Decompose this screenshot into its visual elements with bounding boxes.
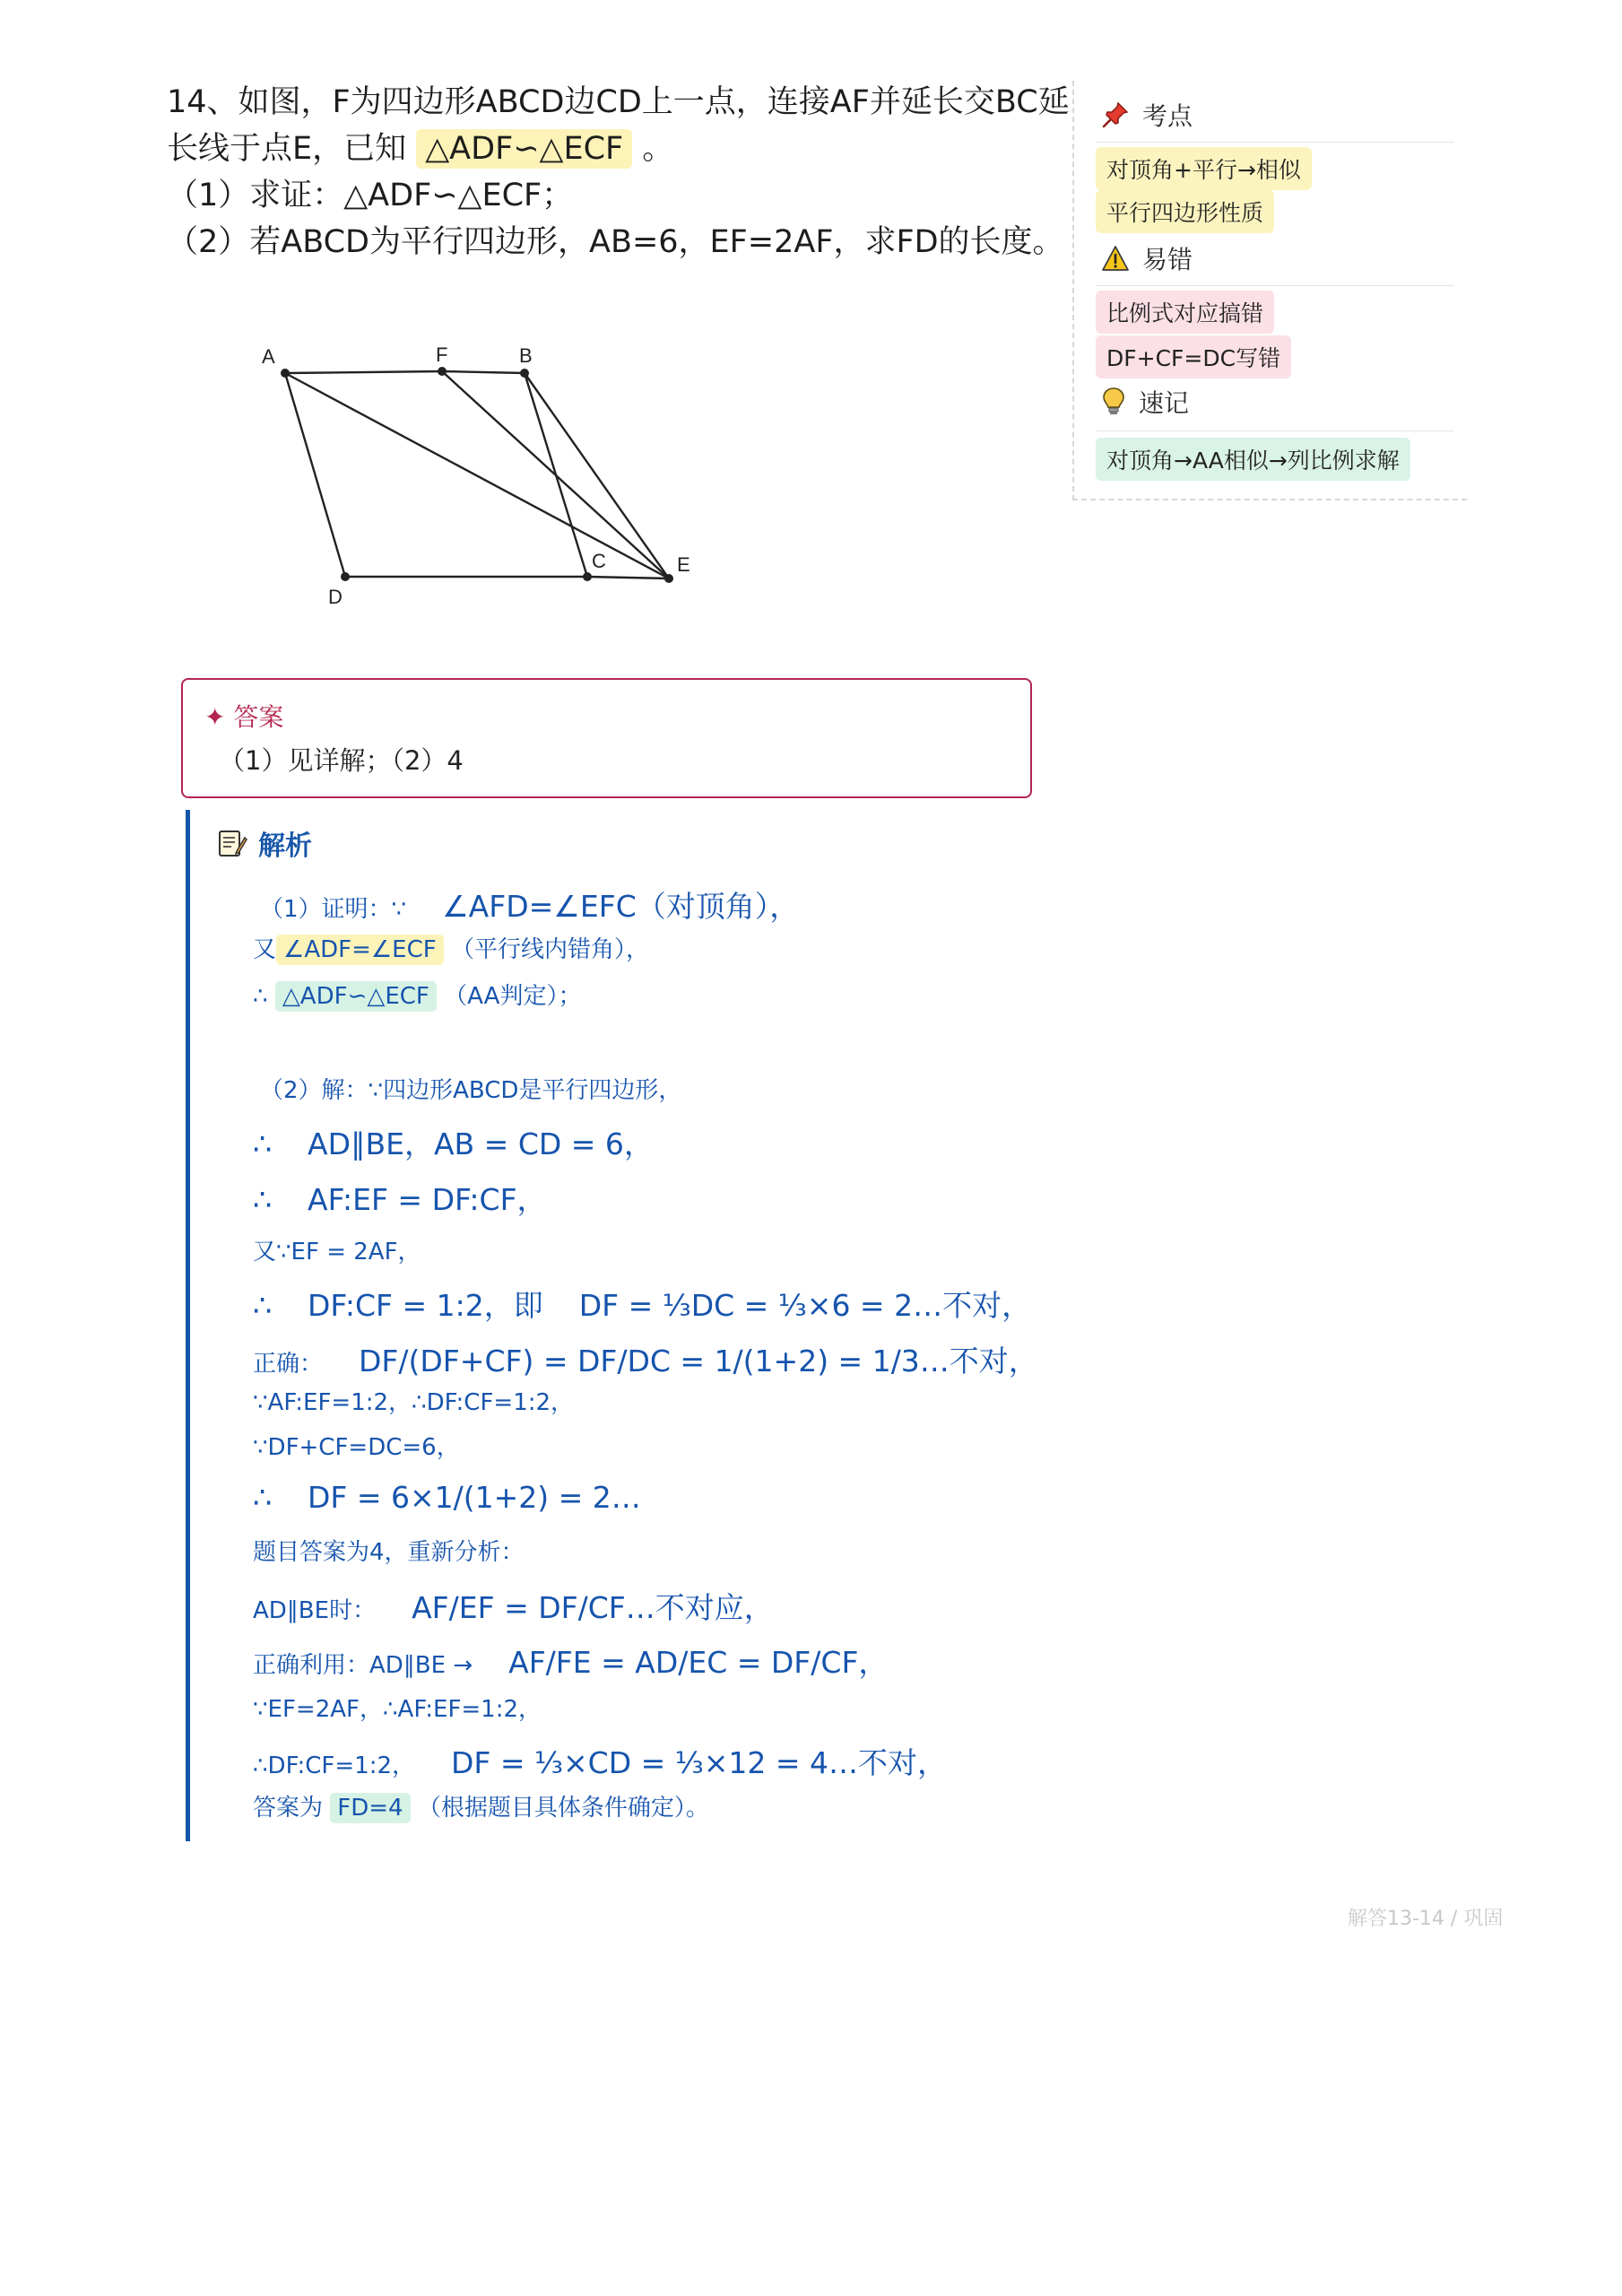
kaodian-tag-1: 对顶角+平行→相似	[1096, 147, 1312, 190]
line-prefix: 又	[253, 936, 277, 963]
computation: DF = 6×1/(1+2) = 2…	[308, 1480, 641, 1515]
analysis-title: 解析	[258, 831, 312, 862]
answer-title: ✦ 答案	[204, 702, 284, 732]
suji-tag-1: 对顶角→AA相似→列比例求解	[1096, 438, 1410, 481]
question-line-1: 14、如图，F为四边形ABCD边CD上一点，连接AF并延长交BC延	[167, 84, 1070, 120]
line-reason: （根据题目具体条件确定）。	[417, 1795, 709, 1822]
therefore-sign: ∴	[253, 983, 268, 1010]
label-A: A	[262, 345, 275, 368]
computation: DF = ⅓×CD = ⅓×12 = 4…不对，	[451, 1745, 947, 1780]
analysis-line	[260, 883, 799, 926]
memo-icon	[217, 828, 247, 858]
computation: DF = ⅓DC = ⅓×6 = 2…不对，	[578, 1288, 1032, 1323]
therefore-sign: ∴	[253, 1126, 272, 1161]
therefore-sign: ∴	[253, 1182, 272, 1217]
analysis-line	[253, 1639, 888, 1682]
line-prefix: 答案为	[253, 1795, 324, 1822]
analysis-line	[253, 1740, 947, 1782]
question-line-2-suffix: 。	[642, 131, 674, 167]
computation: AF/EF = DF/CF…不对应，	[412, 1590, 774, 1625]
given-similarity-highlight: △ADF∽△ECF	[416, 129, 632, 169]
segment-FB	[442, 371, 525, 373]
analysis-line: ∵AF:EF=1:2，∴DF:CF=1:2，	[253, 1389, 575, 1416]
divider	[1096, 430, 1454, 431]
yicuo-tag-2: DF+CF=DC写错	[1096, 335, 1291, 378]
question-part-1: （1）求证：△ADF∽△ECF；	[167, 178, 574, 213]
point-B	[520, 369, 529, 378]
ratio-statement: DF:CF = 1:2，即	[308, 1288, 543, 1323]
divider	[1096, 142, 1454, 143]
point-A	[281, 369, 290, 378]
label-E: E	[677, 553, 690, 576]
analysis-line: ∵EF=2AF，∴AF:EF=1:2，	[253, 1696, 542, 1723]
analysis-line	[253, 1338, 1038, 1380]
lightbulb-icon	[1101, 387, 1126, 417]
analysis-line	[253, 1283, 1031, 1325]
line-prefix: AD∥BE时：	[253, 1597, 377, 1624]
line-prefix: 正确：	[253, 1351, 324, 1378]
analysis-line	[253, 1177, 547, 1219]
ratio-statement: AF:EF = DF:CF，	[308, 1182, 547, 1217]
therefore-sign: ∴	[253, 1480, 272, 1515]
analysis-accent-bar	[186, 810, 190, 1841]
analysis-line	[253, 1789, 709, 1822]
analysis-line: 又∵EF = 2AF，	[253, 1239, 421, 1265]
yicuo-heading	[1101, 240, 1193, 276]
final-answer-highlight: FD=4	[330, 1793, 410, 1823]
proof-intro: （1）证明：∵	[260, 896, 407, 923]
label-C: C	[592, 550, 606, 572]
question-part-2: （2）若ABCD为平行四边形，AB=6，EF=2AF，求FD的长度。	[167, 224, 1064, 260]
segment-CE	[587, 577, 669, 578]
vertical-angle-statement: ∠AFD=∠EFC（对顶角），	[442, 889, 800, 924]
question-line-2-prefix: 长线于点E，已知	[167, 131, 407, 167]
warning-icon	[1101, 245, 1130, 272]
analysis-heading	[217, 823, 312, 863]
yicuo-tag-1: 比例式对应搞错	[1096, 291, 1274, 334]
line-reason: （平行线内错角），	[450, 936, 649, 963]
computation: DF/(DF+CF) = DF/DC = 1/(1+2) = 1/3…不对，	[359, 1344, 1038, 1378]
page-footer: 解答13-14 / 巩固	[1348, 1908, 1504, 1930]
point-F	[438, 367, 447, 376]
answer-box	[181, 678, 1032, 798]
answer-text: （1）见详解；（2）4	[219, 745, 464, 776]
parallel-statement: AD∥BE，AB = CD = 6，	[308, 1126, 654, 1161]
analysis-line	[253, 1585, 774, 1627]
segment-BE	[525, 373, 669, 578]
geometry-figure	[242, 327, 708, 614]
kaodian-tag-2: 平行四边形性质	[1096, 190, 1274, 233]
analysis-line	[253, 931, 649, 964]
suji-heading	[1101, 384, 1189, 420]
suji-title: 速记	[1139, 388, 1190, 418]
segment-AD	[285, 373, 345, 577]
analysis-line	[253, 1480, 641, 1515]
point-D	[341, 572, 350, 581]
line-reason: （AA判定）；	[444, 983, 582, 1010]
analysis-line	[253, 978, 581, 1011]
therefore-sign: ∴	[253, 1288, 272, 1323]
label-F: F	[436, 344, 448, 366]
segment-AF	[285, 371, 442, 373]
analysis-line	[253, 1121, 654, 1163]
divider	[1096, 285, 1454, 286]
question-line-2	[167, 129, 673, 169]
analysis-line: （2）解：∵四边形ABCD是平行四边形，	[260, 1077, 682, 1104]
point-C	[583, 572, 592, 581]
analysis-line: ∵DF+CF=DC=6，	[253, 1434, 460, 1461]
line-prefix: 正确利用：AD∥BE →	[253, 1652, 473, 1679]
label-B: B	[519, 344, 533, 367]
point-E	[664, 574, 673, 583]
notes-sidebar	[1072, 81, 1467, 500]
kaodian-heading	[1101, 97, 1193, 133]
pushpin-icon	[1101, 100, 1130, 129]
similarity-conclusion-highlight: △ADF∽△ECF	[275, 981, 437, 1012]
kaodian-title: 考点	[1142, 101, 1193, 131]
label-D: D	[328, 586, 343, 608]
analysis-line: 题目答案为4，重新分析：	[253, 1539, 525, 1566]
computation: AF/FE = AD/EC = DF/CF，	[508, 1645, 889, 1680]
yicuo-title: 易错	[1142, 245, 1193, 274]
alternate-angle-highlight: ∠ADF=∠ECF	[276, 935, 444, 965]
ratio-statement: ∴DF:CF=1:2，	[253, 1752, 415, 1779]
